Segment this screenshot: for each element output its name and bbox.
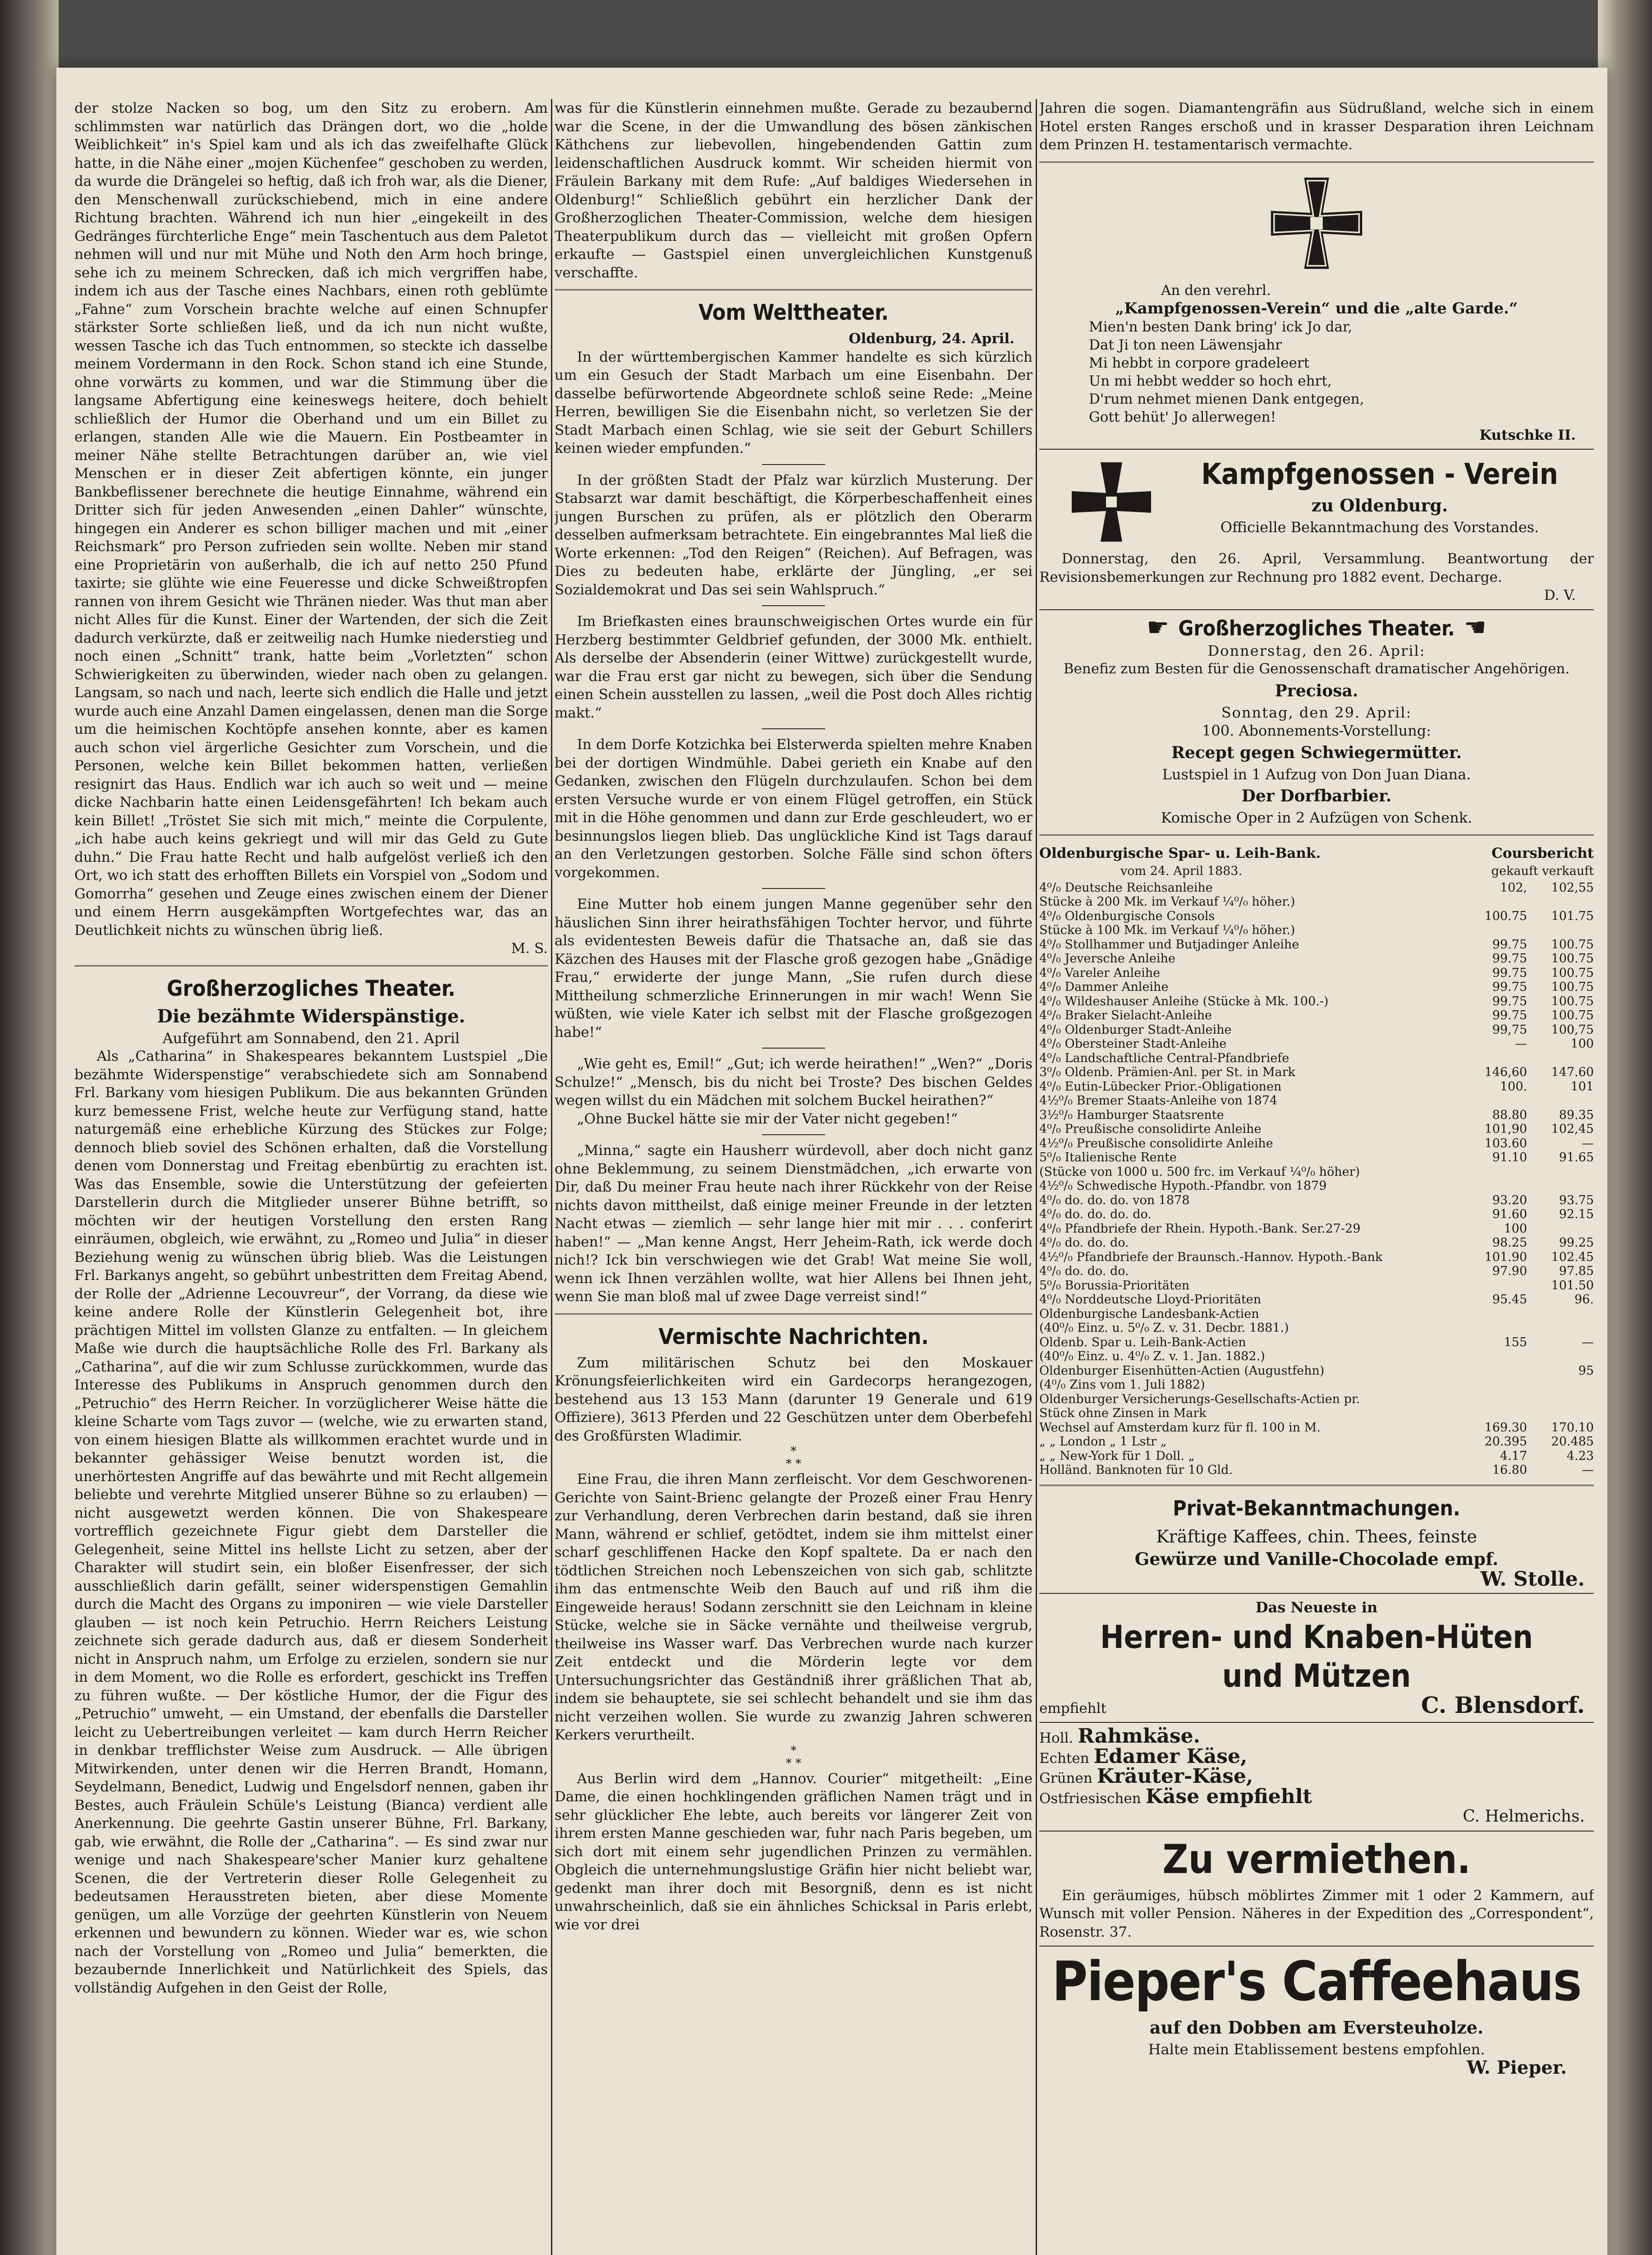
price-bought: 99,75 (1492, 1022, 1527, 1037)
article-continued-text: der stolze Nacken so bog, um den Sitz zu erobern. Am schlimmsten war natürlich das Drängen dort, wo die „holde Weiblichkeit“ in's Spiel kam und als ich das zweifelhafte Glück hatte, in die Nähe einer „mojen Küchenfee“ geschoben zu werden, da wurde die Drängelei so heftig, daß ich froh war, als die Diener, den Menschenwall zurückschiebend, mich in eine andere Richtung brachten. Während ich nun hier „eingekeilt in des Gedränges fürchterliche Enge“ mein Taschentuch aus dem Paletot nehmen will und nur mit Mühe und Noth den Arm hoch bringe, sehe ich zu meinem Schrecken, daß ich mich vergriffen habe, indem ich aus der Tasche eines Nachbars, einen roth geblümte „Fahne“ zum Vorschein brachte welche auf einen Schnupfer stärkster Sorte schließen ließ, und da ich nun nicht wußte, wessen Tasche ich das Tuch entnommen, so steckte ich dasselbe meinem Vordermann in den Rock. Schon stand ich eine Stunde, ohne vorwärts zu kommen, und war die Stimmung über die langsame Abfertigung eine keineswegs heitere, doch behielt schließlich der Humor die Oberhand und um ein Billet zu erlangen, standen Alle wie die Mauern. Ein Postbeamter in meiner Nähe stellte Betrachtungen darüber an, wie viel Menschen er in dieser Zeit abfertigen könnte, ein junger Bankbeflissener berechnete die heutige Einnahme, während ein Dritter sich für jeden Anwesenden „einen Dahler“ wünschte, hingegen ein Anderer es schon billiger machen und mit „einer Reichsmark“ pro Person zufrieden sein wollte. Neben mir stand eine Proprietärin von außerhalb, die ich auf netto 250 Pfund taxirte; sie glühte wie eine Feueresse und dicke Schweißtropfen rannen von ihrem Gesicht wie Thränen nieder. Was thut man aber nicht Alles für die Kunst. Einer der Wartenden, der sich die Zeit dadurch verkürzte, daß er zeitweilig nach Humke niederstieg und noch einen „Schnitt“ trank, hatte beim „Vorletzten“ schon Schwierigkeiten zu überwinden, wieder nach oben zu gelangen. Langsam, so nach und nach, leerte sich endlich die Halle und jetzt wurde auch eine Anzahl Damen eingelassen, denen man die Sorge um die heimischen Kochtöpfe ansehen konnte, aber es kamen auch schon viel ärgerliche Gesichter zum Vorschein, und die Personen, welche kein Billet bekommen hatten, verließen resignirt das Haus. Endlich war ich auch so weit und — meine dicke Nachbarin hatte einen Leidensgefährten! Ich bekam auch kein Billet! „Tröstet Sie sich mit mich,“ meinte die Corpulente, „ich habe auch keins gekriegt und will mir das Geld zu Gute duhn.“ Die Frau hatte Recht und halb aufgelöst verließ ich den Ort, wo ich statt des erhofften Billets ein Vorspiel von „Sodom und Gomorrha“ gesehen und Zeuge eines zwischen einem der Diener und einem Herrn ausgekämpften Wortgefechtes war, das an Deutlichkeit nichts zu wünschen übrig ließ. (74, 100, 548, 939)
price-sold: 99.25 (1559, 1236, 1594, 1250)
news-item: Eine Mutter hob einem jungen Manne gegenüber sehr den häuslichen Sinn ihrer heirathsfähigen Tochter hervor, und führte als evidentesten Beweis dafür die Thatsache an, daß sie das Käzchen des Hauses mit der Flasche groß gezogen habe „Gnädige Frau,“ erwiderte der junge Mann, „Sie rufen durch diese Mittheilung schmerzliche Erinnerungen in mir wach! Wenn Sie wüßten, wie viele Kater ich selbst mit der Flasche großgezogen habe!“ (555, 896, 1032, 1040)
play-title: Die bezähmte Widerspänstige. (157, 1005, 465, 1027)
cheese-name: Käse empfiehlt (1145, 1785, 1312, 1808)
price-bought: 91.60 (1492, 1207, 1527, 1221)
verein-notice-text: Donnerstag, den 26. April, Versammlung. Beantwortung der Revisionsbemerkungen zur Rechnung pro 1882 event. Decharge. (1039, 551, 1594, 585)
column-3 (1039, 99, 1594, 2255)
price-bought (1460, 1165, 1527, 1179)
ad-salutation: An den verehrl. (1161, 282, 1271, 299)
iron-cross-icon (1066, 457, 1156, 547)
cheese-line (1039, 1767, 1594, 1788)
security-name: 4⁰/₀ do. do. do. do. (1039, 1207, 1152, 1221)
kurs-row (1039, 1279, 1594, 1293)
private-notices-heading: Privat-Bekanntmachungen. (1173, 1496, 1460, 1520)
iron-cross-icon (1265, 171, 1368, 275)
news-item: „Ohne Buckel hätte sie mir der Vater nicht gegeben!“ (577, 1110, 958, 1127)
kurs-row (1039, 1094, 1594, 1108)
performance-date: Aufgeführt am Sonnabend, den 21. April (162, 1029, 460, 1047)
security-name: Holländ. Banknoten für 10 Gld. (1039, 1463, 1233, 1477)
security-name: 3⁰/₀ Oldenb. Prämien-Anl. per St. in Mark (1039, 1065, 1295, 1079)
kurs-row (1039, 1151, 1594, 1165)
ad-signature: Kutschke II. (1479, 427, 1576, 443)
theater-date: Sonntag, den 29. April: (1221, 704, 1412, 721)
security-name: 4½⁰/₀ Schwedische Hypoth.-Pfandbr. von 1879 (1039, 1179, 1327, 1193)
article-signature: M. S. (511, 940, 548, 957)
price-sold: 100.75 (1551, 994, 1594, 1008)
cheese-name: Kräuter-Käse, (1097, 1765, 1253, 1788)
kurs-row (1039, 1236, 1594, 1250)
price-bought: 99.75 (1492, 966, 1527, 980)
price-bought: 100. (1500, 1079, 1527, 1094)
kurs-row (1039, 1307, 1594, 1321)
kurs-table (1039, 881, 1594, 1477)
security-name: 4⁰/₀ Landschaftliche Central-Pfandbriefe (1039, 1051, 1289, 1065)
price-sold: 100,75 (1551, 1022, 1594, 1037)
for-rent-heading: Zu vermiethen. (1162, 1836, 1471, 1882)
ad-divider (1039, 609, 1594, 610)
kurs-row (1039, 1193, 1594, 1208)
price-sold: 101 (1570, 1079, 1594, 1094)
kurs-row (1039, 1122, 1594, 1137)
price-bought (1460, 1406, 1527, 1421)
blensdorf-intro: Das Neueste in (1255, 1599, 1378, 1616)
kurs-row (1039, 1421, 1594, 1435)
vermischte-heading: Vermischte Nachrichten. (658, 1324, 929, 1349)
price-sold (1527, 1165, 1594, 1179)
theater-review-text: Als „Catharina“ in Shakespeares bekanntem Lustspiel „Die bezähmte Widerspenstige“ verabschiedete sich am Sonnabend Frl. Barkany vom hiesigen Publikum. Die aus bekannten Gründen kurz bemessene Frist, welche heute zur Verfügung stand, hatte naturgemäß eine erhebliche Kürzung des Stückes zur Folge; dennoch blieb soviel des Schönen erhalten, daß die Vorstellung denen vom Donnerstag und Freitag ebenbürtig zu erachten ist. Was das Ensemble, sowie die Unterstützung der gefeierten Darstellerin durch die Mitglieder unserer Bühne betrifft, so möchten wir der heutigen Vorstellung den ersten Rang einräumen, obgleich, wie erwähnt, zu „Romeo und Julia“ in dieser Beziehung wenig zu wünschen übrig blieb. Was die Leistungen Frl. Barkanys angeht, so gebührt unbestritten dem Freitag Abend, der Rolle der „Adrienne Lecouvreur“, der Vorrang, da diese wie keine andere Rolle der Künstlerin Gelegenheit bot, ihre prächtigen Mittel im vollsten Glanze zu entfalten. — In gleichem Maße wie durch die hauptsächliche Rolle des Frl. Barkany als „Catharina“, auf die wir zum Schlusse zurückkommen, wurde das Interesse des Publikums in Anspruch genommen durch den „Petruchio“ des Herrn Reicher. In vorzüglicherer Weise hätte die kleine Scharte vom Tags zuvor — (welche, wie zu erwarten stand, von einem hiesigen Blatte als willkommen erachtet wurde und in bekannter gehässiger Weise benutzt worden ist, die unerhörtesten Angriffe auf das bewährte und mit Recht allgemein beliebte und verehrte Mitglied unserer Bühne so zu erlauben) — nicht ausgewetzt werden können. Die von Shakespeare vortrefflich gezeichnete Figur giebt dem Darsteller die Gelegenheit, seine Mittel ins hellste Licht zu setzen, aber der Charakter will studirt sein, ein bloßer Eisenfresser, der sich ausschließlich darin gefällt, seiner widerspenstigen Gemahlin durch die Macht des Organs zu imponiren — wie viele Darsteller glauben — ist noch kein Petruchio. Herrn Reichers Leistung zeichnete sich gerade dadurch aus, daß er diesem Sonderheit nicht in Anspruch nahm, um Erfolge zu erzielen, sondern sie nur in dem Moment, wo die Rolle es erfordert, geschickt ins Treffen zu führen wußte. — Der köstliche Humor, der die Figur des „Petruchio“ umweht, — ein Umstand, der ebenfalls die Darsteller leicht zu Uebertreibungen verleitet — kam durch Herrn Reicher in denkbar trefflichster Weise zum Ausdruck. — Alle übrigen Mitwirkenden, unter denen wir die Herren Brandt, Homann, Seydelmann, Benedict, Ludwig und Engelsdorf nennen, gaben ihr Bestes, auch Fräulein Schüle's Leistung (Bianca) verdient alle Anerkennung. Die geehrte Gastin unserer Bühne, Frl. Barkany, gab, wie erwähnt, die Rolle der „Catharina“. — Es sind zwar nur wenige und nach Shakespeare'scher Manier kurz gehaltene Scenen, die der Vertreterin dieser Rolle Gelegenheit zu bedeutsamen Herausstreten bieten, aber diese Momente genügen, um alle Vorzüge der geehrten Künstlerin von Neuem erkennen und bewundern zu können. Wieder war es, wie schon nach der Vorstellung von „Romeo und Julia“ bemerkten, die bezaubernde Innerlichkeit und Natürlichkeit des Spiels, das vollständig Aufgehen in den Geist der Rolle, (74, 1048, 548, 1996)
price-sold: 100 (1570, 1037, 1594, 1051)
blensdorf-signature: C. Blensdorf. (1421, 1691, 1585, 1718)
item-separator (762, 1134, 825, 1135)
book-spine (0, 0, 59, 2255)
price-bought: 4.17 (1500, 1449, 1527, 1463)
poem-line: D'rum nehmet mienen Dank entgegen, (1089, 391, 1364, 407)
price-sold (1527, 1349, 1594, 1364)
price-sold: — (1582, 1335, 1594, 1349)
price-sold: 20.485 (1551, 1435, 1594, 1449)
price-sold: 170.10 (1551, 1420, 1594, 1435)
price-bought: 99.75 (1492, 994, 1527, 1008)
section-divider (555, 289, 1032, 293)
kurs-row (1039, 1165, 1594, 1179)
column-2 (555, 99, 1032, 2255)
kurs-row (1039, 938, 1594, 952)
news-item: Eine Frau, die ihren Mann zerfleischt. Vor dem Geschworenen-Gerichte von Saint-Brienc gelangte der Prozeß einer Frau Henry zur Verhandlung, deren Verbrechen darin bestand, daß sie ihren Mann, während er schlief, getödtet, indem sie ihm mittelst einer scharf geschliffenen Hacke den Kopf spaltete. Da er nach den tödtlichen Streichen noch Lebenszeichen von sich gab, schlitzte ihm das entmenschte Weib den Bauch auf und riß ihm die Eingeweide heraus! Sodann zerschnitt sie den Leichnam in kleine Stücke, welche sie in Säcke vernähte und theilweise vergrub, theilweise ins Wasser warf. Das Verbrechen wurde nach kurzer Zeit entdeckt und die Mörderin legte vor dem Untersuchungsrichter das Geständniß ihrer gräßlichen That ab, indem sie behauptete, sie sei schlecht behandelt und sie ihm das nicht verzeihen wollen. Sie wurde zu zwanzig Jahren schweren Kerkers verurtheilt. (555, 1471, 1032, 1743)
price-bought: 103.60 (1484, 1136, 1527, 1151)
cheese-prefix: Echten (1039, 1750, 1089, 1767)
poem-line: Mien'n besten Dank bring' ick Jo dar, (1089, 318, 1353, 335)
pointing-hand-icon: ☛ (1147, 613, 1170, 643)
news-item: Im Briefkasten eines braunschweigischen Ortes wurde ein für Herzberg bestimmter Geldbrief gefunden, der 3000 Mk. enthielt. Als derselbe der Absenderin (einer Wittwe) zurückgestellt wurde, war die Frau erst gar nicht zu bewegen, sich über die Sendung einen Schein ausstellen zu lassen, „weil die Post doch Alles richtig makt.“ (555, 613, 1032, 721)
price-bought: 169.30 (1484, 1420, 1527, 1435)
bank-name: Oldenburgische Spar- u. Leih-Bank. (1039, 845, 1321, 861)
security-name: „ „ London „ 1 Lstr „ (1039, 1435, 1167, 1449)
kurs-row (1039, 881, 1594, 895)
ad-divider (1039, 449, 1594, 450)
price-bought: 99.75 (1492, 1008, 1527, 1022)
price-bought (1460, 1051, 1527, 1066)
section-divider (74, 965, 548, 969)
cheese-name: Edamer Käse, (1093, 1744, 1248, 1768)
security-name: 5⁰/₀ Borussia-Prioritäten (1039, 1278, 1190, 1293)
security-name: 4⁰/₀ Jeversche Anleihe (1039, 952, 1175, 966)
blensdorf-heading: Herren- und Knaben-Hüten (1100, 1618, 1533, 1656)
security-name: (4⁰/₀ Zins vom 1. Juli 1882) (1039, 1378, 1205, 1392)
item-separator-stars: * * * (785, 1744, 802, 1770)
price-bought: 20.395 (1484, 1435, 1527, 1449)
news-item: „Minna,“ sagte ein Hausherr würdevoll, aber doch nicht ganz ohne Beklemmung, zu seinem Dienstmädchen, „ich erwarte von Dir, daß Du meiner Frau heute nach ihrer Rückkehr von der Reise nichts davon mittheilst, daß einige meiner Freunde in der letzten Nacht etwas — ziemlich — sehr lange hier mit mir . . . conferirt haben!“ — „Man kenne Angst, Herr Jeheim-Rath, ick werde doch nich!? Ick bin verschwiegen wie det Grab! Wat meine Sie woll, wenn ick Ihnen verzählen wollte, wat hier Allens bei Ihnen jeht, wenn Sie man bloß mal uf zwee Dage verreist sind!“ (555, 1142, 1032, 1305)
security-name: 4⁰/₀ do. do. do. (1039, 1236, 1129, 1250)
security-name: (40⁰/₀ Einz. u. 5⁰/₀ Z. v. 31. Decbr. 1881.) (1039, 1321, 1289, 1335)
column-header-bought: gekauft (1491, 864, 1538, 878)
security-name: 4⁰/₀ Oldenburgische Consols (1039, 909, 1215, 923)
theater-review-heading: Großherzogliches Theater. (167, 976, 455, 1001)
price-sold: 100.75 (1551, 1008, 1594, 1022)
kurs-row (1039, 1108, 1594, 1123)
kurs-row (1039, 1463, 1594, 1477)
security-name: 4⁰/₀ Vareler Anleihe (1039, 966, 1161, 980)
price-bought: 99.75 (1492, 952, 1527, 966)
newspaper-page (56, 68, 1607, 2255)
cheese-line (1039, 1785, 1594, 1808)
pieper-signature: W. Pieper. (1466, 2057, 1567, 2078)
kurs-subheader (1039, 862, 1594, 881)
kurs-row (1039, 895, 1594, 909)
security-name: 4⁰/₀ Dammer Anleihe (1039, 980, 1169, 994)
price-bought (1460, 1349, 1527, 1364)
theater-subscription: 100. Abonnements-Vorstellung: (1202, 722, 1431, 739)
theater-play: Recept gegen Schwiegermütter. (1171, 743, 1462, 762)
price-bought: 155 (1504, 1335, 1527, 1349)
verein-notice-title: Officielle Bekanntmachung des Vorstandes. (1220, 519, 1539, 536)
theater-benefit-text: Benefiz zum Besten für die Genossenschaft dramatischer Angehörigen. (1063, 661, 1570, 677)
price-bought: 100.75 (1484, 909, 1527, 923)
security-name: „ „ New-York für 1 Doll. „ (1039, 1449, 1195, 1463)
price-bought: 146,60 (1484, 1065, 1527, 1079)
kurs-row (1039, 1250, 1594, 1265)
poem-line: Mi hebbt in corpore gradeleert (1089, 354, 1310, 371)
blensdorf-footer (1039, 1691, 1594, 1718)
kurs-row (1039, 923, 1594, 938)
price-bought: 91.10 (1492, 1151, 1527, 1164)
poem-line: Gott behüt' Jo allerwegen! (1089, 409, 1276, 425)
cheese-name: Rahmkäse. (1078, 1725, 1200, 1748)
ad-divider (1039, 1593, 1594, 1594)
security-name: 4⁰/₀ Oldenburger Stadt-Anleihe (1039, 1022, 1232, 1037)
price-bought: 99.75 (1492, 980, 1527, 994)
verein-signature: D. V. (1544, 587, 1576, 603)
ad-addressee: „Kampfgenossen-Verein“ und die „alte Garde.“ (1115, 299, 1518, 318)
price-sold: 93.75 (1559, 1193, 1594, 1207)
column-rule-1 (551, 99, 552, 2255)
price-bought: 93.20 (1492, 1193, 1527, 1207)
security-name: 5⁰/₀ Italienische Rente (1039, 1151, 1177, 1164)
price-sold: 89.35 (1559, 1108, 1594, 1122)
section-divider (1039, 161, 1594, 165)
news-item: „Wie geht es, Emil!“ „Gut; ich werde heirathen!“ „Wen?“ „Doris Schulze!“ „Mensch, bis du nicht bei Troste? Des bischen Geldes wegen willst du ein Mädchen mit solchem Buckel heirathen?“ (555, 1056, 1032, 1109)
pointing-hand-icon: ☚ (1464, 613, 1487, 643)
verein-notice (1039, 454, 1594, 550)
price-bought (1460, 923, 1527, 938)
kurs-title: Coursbericht (1491, 845, 1594, 861)
kurs-row (1039, 1179, 1594, 1193)
price-bought: 99.75 (1492, 937, 1527, 952)
item-separator (762, 605, 825, 606)
stolle-ad-line: Gewürze und Vanille-Chocolade empf. (1134, 1548, 1499, 1569)
kurs-row (1039, 1051, 1594, 1066)
blensdorf-heading: und Mützen (1222, 1657, 1411, 1694)
stolle-ad-line: Kräftige Kaffees, chin. Thees, feinste (1156, 1526, 1477, 1546)
cheese-prefix: Ostfriesischen (1039, 1790, 1141, 1807)
price-bought (1460, 1279, 1527, 1293)
price-sold: 95 (1578, 1363, 1594, 1378)
security-name: 4⁰/₀ Wildeshauser Anleihe (Stücke à Mk. 100.-) (1039, 994, 1329, 1008)
news-item: In der württembergischen Kammer handelte es sich kürzlich um ein Gesuch der Stadt Marbach um eine Eisenbahn. Der dasselbe befürwortende Abgeordnete schloß seine Rede: „Meine Herren, bewilligen Sie die Eisenbahn nicht, so verletzen Sie der Stadt Marbach einen Schlag, wie sie seit der Geburt Schillers keinen wieder empfunden.“ (555, 349, 1032, 456)
price-bought (1460, 1364, 1527, 1378)
security-name: 4½⁰/₀ Bremer Staats-Anleihe von 1874 (1039, 1094, 1278, 1108)
price-sold (1527, 1307, 1594, 1321)
item-separator (762, 888, 825, 889)
kurs-row (1039, 1435, 1594, 1449)
security-name: Oldenburgische Landesbank-Actien (1039, 1307, 1259, 1321)
kurs-row (1039, 1293, 1594, 1307)
theater-ad-header (1039, 615, 1594, 642)
price-sold: 100.75 (1551, 966, 1594, 980)
theater-play: Preciosa. (1275, 681, 1358, 700)
security-name: 4⁰/₀ Pfandbriefe der Rhein. Hypoth.-Bank. Ser.27-29 (1039, 1221, 1361, 1236)
price-sold: 102,45 (1551, 1122, 1594, 1136)
kurs-row (1039, 1023, 1594, 1037)
kurs-row (1039, 1264, 1594, 1279)
price-bought (1460, 1307, 1527, 1321)
kurs-row (1039, 980, 1594, 994)
ad-divider (1039, 1946, 1594, 1947)
kurs-row (1039, 909, 1594, 924)
price-bought (1460, 1378, 1527, 1392)
price-bought: 97.90 (1492, 1264, 1527, 1278)
kurs-row (1039, 952, 1594, 966)
kurs-row (1039, 1321, 1594, 1335)
section-divider (555, 1313, 1032, 1317)
price-sold (1527, 895, 1594, 909)
section-divider (1039, 834, 1594, 838)
security-name: 4½⁰/₀ Preußische consolidirte Anleihe (1039, 1136, 1273, 1151)
security-name: Wechsel auf Amsterdam kurz für fl. 100 in M. (1039, 1420, 1321, 1435)
security-name: 4⁰/₀ Braker Sielacht-Anleihe (1039, 1008, 1212, 1022)
price-sold: 101.75 (1551, 909, 1594, 923)
price-sold: 100.75 (1551, 980, 1594, 994)
kurs-row (1039, 1449, 1594, 1463)
security-name: 4½⁰/₀ Pfandbriefe der Braunsch.-Hannov. Hypoth.-Bank (1039, 1250, 1383, 1264)
price-bought: 101.90 (1484, 1250, 1527, 1264)
price-sold: 100.75 (1551, 952, 1594, 966)
price-sold: 100.75 (1551, 937, 1594, 952)
kurs-header (1039, 844, 1594, 863)
kurs-date: vom 24. April 1883. (1120, 864, 1243, 878)
kurs-row (1039, 1406, 1594, 1421)
price-sold (1527, 1222, 1594, 1236)
recommends-label: empfiehlt (1039, 1700, 1106, 1717)
security-name: 4⁰/₀ Deutsche Reichsanleihe (1039, 880, 1213, 895)
price-sold (1527, 1406, 1594, 1421)
price-sold: 91.65 (1559, 1151, 1594, 1164)
price-sold: 102.45 (1551, 1250, 1594, 1264)
price-sold (1527, 923, 1594, 938)
news-item: In der größten Stadt der Pfalz war kürzlich Musterung. Der Stabsarzt war damit beschäftigt, die Körperbeschaffenheit eines jungen Burschen zu prüfen, als er plötzlich den Oberarm desselben aufmerksam betrachtete. Ein eingebranntes Mal ließ die Worte erkennen: „Tod den Reigen“ (Reichen). Auf Befragen, was Dies zu bedeuten habe, erklärte der Jüngling, „er sei Sozialdemokrat und Das sei sein Wahlspruch.“ (555, 472, 1032, 598)
welttheater-heading: Vom Welttheater. (698, 300, 889, 325)
price-sold (1527, 1378, 1594, 1392)
cheese-prefix: Grünen (1039, 1770, 1092, 1786)
price-bought: 16.80 (1492, 1463, 1527, 1477)
price-bought: — (1515, 1037, 1527, 1051)
helmerichs-signature: C. Helmerichs. (1463, 1807, 1585, 1826)
price-sold: 147.60 (1551, 1065, 1594, 1079)
kurs-row (1039, 1392, 1594, 1407)
review-ending-text: was für die Künstlerin einnehmen mußte. Gerade zu bezaubernd war die Scene, in der die Umwandlung des bösen zänkischen Käthchens zur liebevollen, hingebendenden Gattin zum leidenschaftlichen Ausdruck kommt. Wir scheiden hiermit von Fräulein Barkany mit dem Rufe: „Auf baldiges Wiedersehen in Oldenburg!“ Schließlich gebührt ein herzlicher Dank der Großherzoglichen Theater-Commission, welche dem hiesigen Theaterpublikum durch das — vielleicht mit großen Opfern erkaufte — Gastspiel einen unvergleichlichen Kunstgenuß verschaffte. (555, 100, 1032, 281)
kurs-row (1039, 1222, 1594, 1236)
theater-ad-heading: Großherzogliches Theater. (1178, 616, 1455, 640)
news-item-ending: Jahren die sogen. Diamantengräfin aus Südrußland, welche sich in einem Hotel ersten Ranges erschoß und in krasser Desparation ihren Leichnam dem Prinzen H. testamentarisch vermachte. (1039, 100, 1594, 153)
price-bought: 98.25 (1492, 1236, 1527, 1250)
item-separator (762, 1048, 825, 1049)
price-bought (1460, 1094, 1527, 1108)
price-sold (1527, 1392, 1594, 1407)
pieper-heading: Pieper's Caffeehaus (1052, 1951, 1581, 2013)
kurs-row (1039, 1364, 1594, 1378)
theater-date: Donnerstag, den 26. April: (1207, 642, 1426, 659)
price-sold: 97.85 (1559, 1264, 1594, 1278)
price-bought: 100 (1504, 1221, 1527, 1236)
price-sold (1527, 1179, 1594, 1193)
verein-location: zu Oldenburg. (1311, 495, 1448, 515)
security-name: Stücke à 100 Mk. im Verkauf ¼⁰/₀ höher.) (1039, 923, 1295, 937)
security-name: Oldenburger Eisenhütten-Actien (Augustfehn) (1039, 1363, 1325, 1378)
item-separator-stars: * * * (785, 1445, 802, 1471)
security-name: 4⁰/₀ Stollhammer und Butjadinger Anleihe (1039, 937, 1299, 952)
price-sold (1527, 1051, 1594, 1066)
stolle-signature: W. Stolle. (1480, 1567, 1585, 1591)
price-sold: 102,55 (1551, 880, 1594, 895)
ad-poem (1089, 318, 1594, 426)
kurs-row (1039, 994, 1594, 1009)
kurs-row (1039, 1008, 1594, 1023)
column-rule-2 (1036, 99, 1037, 2255)
price-sold: — (1582, 1463, 1594, 1477)
price-bought: 102, (1500, 880, 1527, 895)
price-bought: 95.45 (1492, 1293, 1527, 1307)
security-name: 4⁰/₀ Obersteiner Stadt-Anleihe (1039, 1037, 1227, 1051)
cheese-prefix: Holl. (1039, 1730, 1074, 1746)
kurs-columns (1491, 862, 1594, 881)
security-name: (Stücke von 1000 u. 500 frc. im Verkauf ¼⁰/₀ höher) (1039, 1164, 1360, 1179)
dateline: Oldenburg, 24. April. (849, 331, 1014, 347)
price-sold: 101.50 (1551, 1278, 1594, 1293)
security-name: 4⁰/₀ do. do. do. (1039, 1264, 1129, 1278)
poem-line: Dat Ji ton neen Läwensjahr (1089, 336, 1282, 353)
price-bought (1460, 1179, 1527, 1193)
price-bought (1460, 895, 1527, 909)
pieper-text: Halte mein Etablissement bestens empfohlen. (1148, 2041, 1485, 2058)
kurs-row (1039, 1137, 1594, 1151)
price-sold: — (1582, 1136, 1594, 1151)
price-sold: 4.23 (1566, 1449, 1594, 1463)
news-item: Zum militärischen Schutz bei den Moskauer Krönungsfeierlichkeiten wird ein Gardecorps herangezogen, bestehend aus 13 153 Mann (darunter 19 Generale und 619 Offiziere), 3613 Pferden und 22 Geschützen unter dem Oberbefehl des Großfürsten Wladimir. (555, 1354, 1032, 1444)
price-bought: 101,90 (1484, 1122, 1527, 1136)
kurs-row (1039, 1065, 1594, 1080)
section-divider (1039, 1485, 1594, 1488)
security-name: 3½⁰/₀ Hamburger Staatsrente (1039, 1108, 1224, 1122)
price-sold (1527, 1094, 1594, 1108)
security-name: 4⁰/₀ Preußische consolidirte Anleihe (1039, 1122, 1262, 1136)
security-name: Stück ohne Zinsen in Mark (1039, 1406, 1207, 1420)
kurs-row (1039, 966, 1594, 980)
security-name: Stücke à 200 Mk. im Verkauf ¼⁰/₀ höher.) (1039, 895, 1295, 909)
security-name: 4⁰/₀ Norddeutsche Lloyd-Prioritäten (1039, 1293, 1262, 1307)
kurs-row (1039, 1080, 1594, 1094)
theater-play-desc: Lustspiel in 1 Aufzug von Don Juan Diana. (1162, 765, 1471, 783)
item-separator (762, 728, 825, 729)
verein-heading: Kampfgenossen - Verein (1201, 458, 1558, 491)
kurs-row (1039, 1349, 1594, 1364)
price-sold: 92.15 (1559, 1207, 1594, 1221)
security-name: 4⁰/₀ do. do. do. von 1878 (1039, 1193, 1190, 1207)
poem-line: Un mi hebbt wedder so hoch ehrt, (1089, 373, 1332, 389)
pieper-location: auf den Dobben am Eversteuholze. (1149, 2017, 1484, 2038)
theater-play-desc: Komische Oper in 2 Aufzügen von Schenk. (1161, 809, 1473, 826)
price-bought: 88.80 (1492, 1108, 1527, 1122)
price-bought (1460, 1321, 1527, 1335)
security-name: Oldenburger Versicherungs-Gesellschafts-Actien pr. (1039, 1392, 1360, 1406)
news-item: Aus Berlin wird dem „Hannov. Courier“ mitgetheilt: „Eine Dame, die einen hochklingenden gräflichen Namen trägt und in sehr glücklicher Ehe lebte, auch bereits vor längerer Zeit von ihrem ersten Manne geschieden war, fuhr nach Paris begeben, um sich dort mit einem sehr jugendlichen Prinzen zu vermählen. Obgleich die unternehmungslustige Gräfin hier nicht beliebt war, gedenkt man ihrer doch mit Besorgniß, denn es ist nicht unwahrscheinlich, daß sie ein ähnliches Schicksal in Paris erlebt, wie vor drei (555, 1770, 1032, 1933)
for-rent-text: Ein geräumiges, hübsch möblirtes Zimmer mit 1 oder 2 Kammern, auf Wunsch mit voller Pension. Näheres in der Expedition des „Correspondent“, Rosenstr. 37. (1039, 1887, 1594, 1940)
ad-divider (1039, 1831, 1594, 1832)
ad-divider (1039, 1722, 1594, 1723)
item-separator (762, 464, 825, 465)
helmerichs-ad (1039, 1727, 1594, 1826)
news-item: In dem Dorfe Kotzichka bei Elsterwerda spielten mehre Knaben bei der dortigen Windmühle. Dabei gerieth ein Knabe auf den Gedanken, zwischen den Flügeln durchzulaufen. Schon bei dem ersten Versuche wurde er von einem Flügel getroffen, ein Stück mit in die Höhe genommen und dann zur Erde geschleudert, wo er besinnungslos liegen blieb. Das unglückliche Kind ist Tags darauf an den Verletzungen gestorben. Solche Fälle sind schon öfters vorgekommen. (555, 736, 1032, 881)
price-sold (1527, 1321, 1594, 1335)
security-name: (40⁰/₀ Einz. u. 4⁰/₀ Z. v. 1. Jan. 1882.) (1039, 1349, 1265, 1363)
kurs-row (1039, 1378, 1594, 1392)
security-name: 4⁰/₀ Eutin-Lübecker Prior.-Obligationen (1039, 1079, 1282, 1094)
price-sold: 96. (1574, 1293, 1594, 1307)
kurs-row (1039, 1335, 1594, 1350)
kurs-row (1039, 1037, 1594, 1051)
column-1 (74, 99, 548, 2255)
column-header-sold: verkauft (1542, 864, 1594, 878)
security-name: Oldenb. Spar u. Leih-Bank-Actien (1039, 1335, 1246, 1349)
theater-play: Der Dorfbarbier. (1241, 787, 1392, 805)
kurs-row (1039, 1207, 1594, 1222)
price-bought (1460, 1392, 1527, 1407)
